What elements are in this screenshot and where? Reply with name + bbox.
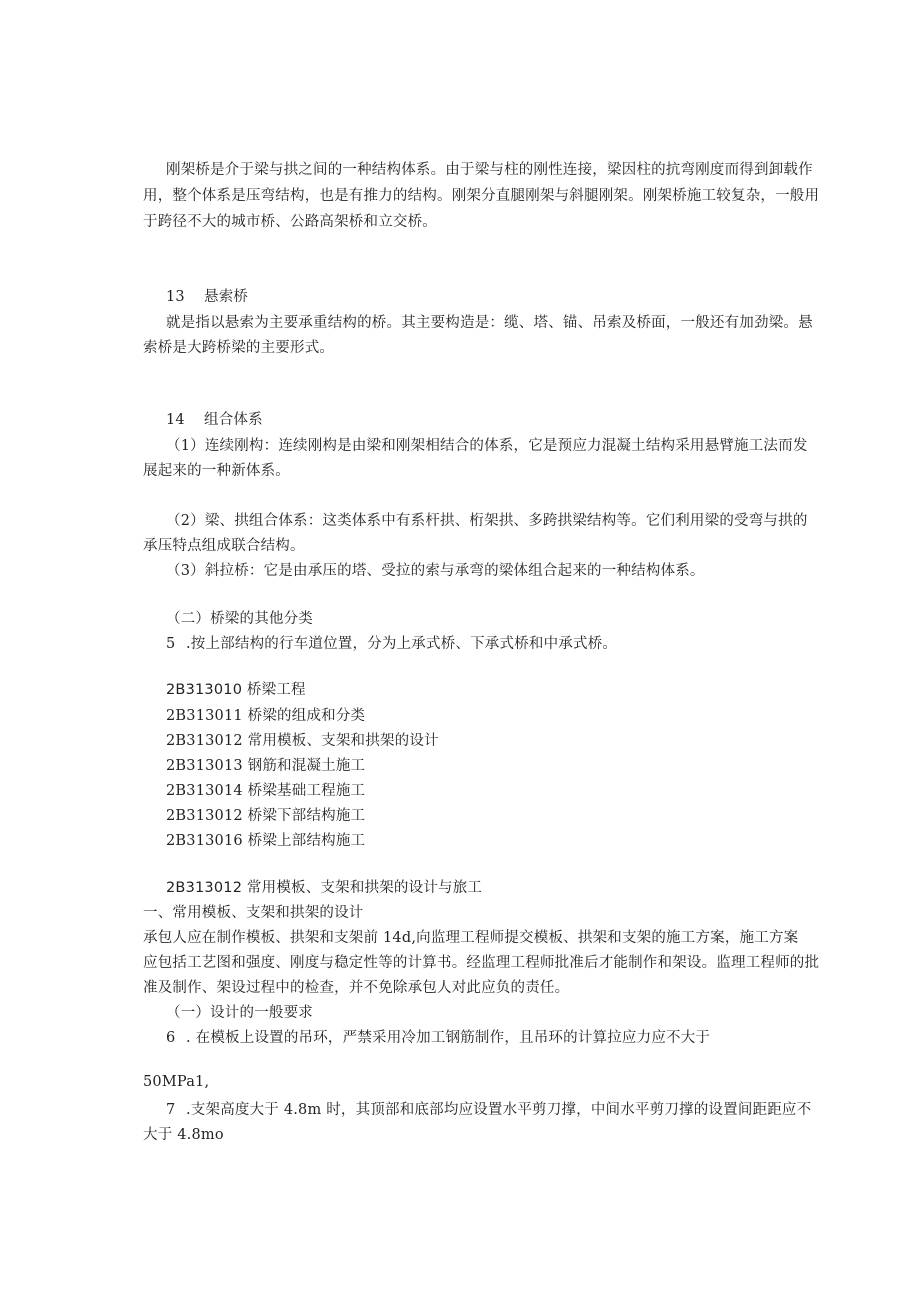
section-heading: 2B313012 常用模板、支架和拱架的设计与旅工 [166,880,483,896]
section-13-title: 悬索桥 [204,289,249,305]
item-5-text: .按上部结构的行车道位置，分为上承式桥、下承式桥和中承式桥。 [186,636,618,652]
item-6-text: . 在模板上设置的吊环，严禁采用冷加工钢筋制作，且吊环的计算拉应力应不大于 [186,1030,711,1046]
toc-item: 2B313011 桥梁的组成和分类 [166,708,366,724]
toc-item: 2B313012 桥梁下部结构施工 [166,808,366,824]
item-7-number: 7 [166,1102,176,1118]
contractor-para-line-3: 准及制作、架设过程中的检查，并不免除承包人对此应负的责任。 [143,980,570,996]
rigid-frame-line-2: 用，整个体系是压弯结构，也是有推力的结构。刚架分直腿刚架与斜腿刚架。刚架桥施工较复杂，一般用 [143,188,820,204]
section-subheading: 一、常用模板、支架和拱架的设计 [143,905,364,921]
item-1-line-1: （1）连续刚构：连续刚构是由梁和刚架相结合的体系，它是预应力混凝土结构采用悬臂施工法而发 [166,438,808,454]
contractor-para-line-1: 承包人应在制作模板、拱架和支架前 14d,向监理工程师提交模板、拱架和支架的施工方案，施工方案 [143,930,799,946]
toc-item: 2B313012 常用模板、支架和拱架的设计 [166,733,439,749]
design-requirements-heading: （一）设计的一般要求 [166,1005,313,1021]
item-7-text: .支架高度大于 4.8m 时，其顶部和底部均应设置水平剪刀撑，中间水平剪刀撑的设置间距距应不 [186,1102,812,1118]
item-3-line: （3）斜拉桥：它是由承压的塔、受拉的索与承弯的梁体组合起来的一种结构体系。 [166,563,705,579]
toc-item: 2B313016 桥梁上部结构施工 [166,833,366,849]
item-2-line-2: 承压特点组成联合结构。 [143,538,305,554]
item-6-number: 6 [166,1030,176,1046]
toc-item: 2B313014 桥梁基础工程施工 [166,783,366,799]
rigid-frame-line-1: 刚架桥是介于梁与拱之间的一种结构体系。由于梁与柱的刚性连接，梁因柱的抗弯刚度而得到卸载作 [166,162,813,178]
rigid-frame-line-3: 于跨径不大的城市桥、公路高架桥和立交桥。 [143,214,437,230]
toc-heading: 2B313010 桥梁工程 [166,682,306,698]
section-13-line-2: 索桥是大跨桥梁的主要形式。 [143,340,335,356]
item-7-tail: 大于 4.8mo [143,1127,224,1143]
contractor-para-line-2: 应包括工艺图和强度、刚度与稳定性等的计算书。经监理工程师批准后才能制作和架设。监理工程师的批 [143,955,820,971]
item-5-number: 5 [166,636,176,652]
item-6-tail: 50MPa1, [143,1074,210,1090]
toc-item: 2B313013 钢筋和混凝土施工 [166,758,366,774]
other-classification-heading: （二）桥梁的其他分类 [166,611,313,627]
section-14-title: 组合体系 [204,412,263,428]
section-14-number: 14 [166,412,185,428]
item-1-line-2: 展起来的一种新体系。 [143,463,290,479]
item-2-line-1: （2）梁、拱组合体系：这类体系中有系杆拱、桁架拱、多跨拱梁结构等。它们利用梁的受弯与拱的 [166,513,808,529]
section-13-number: 13 [166,289,185,305]
section-13-line-1: 就是指以悬索为主要承重结构的桥。其主要构造是：缆、塔、锚、吊索及桥面，一般还有加劲梁。悬 [166,315,813,331]
